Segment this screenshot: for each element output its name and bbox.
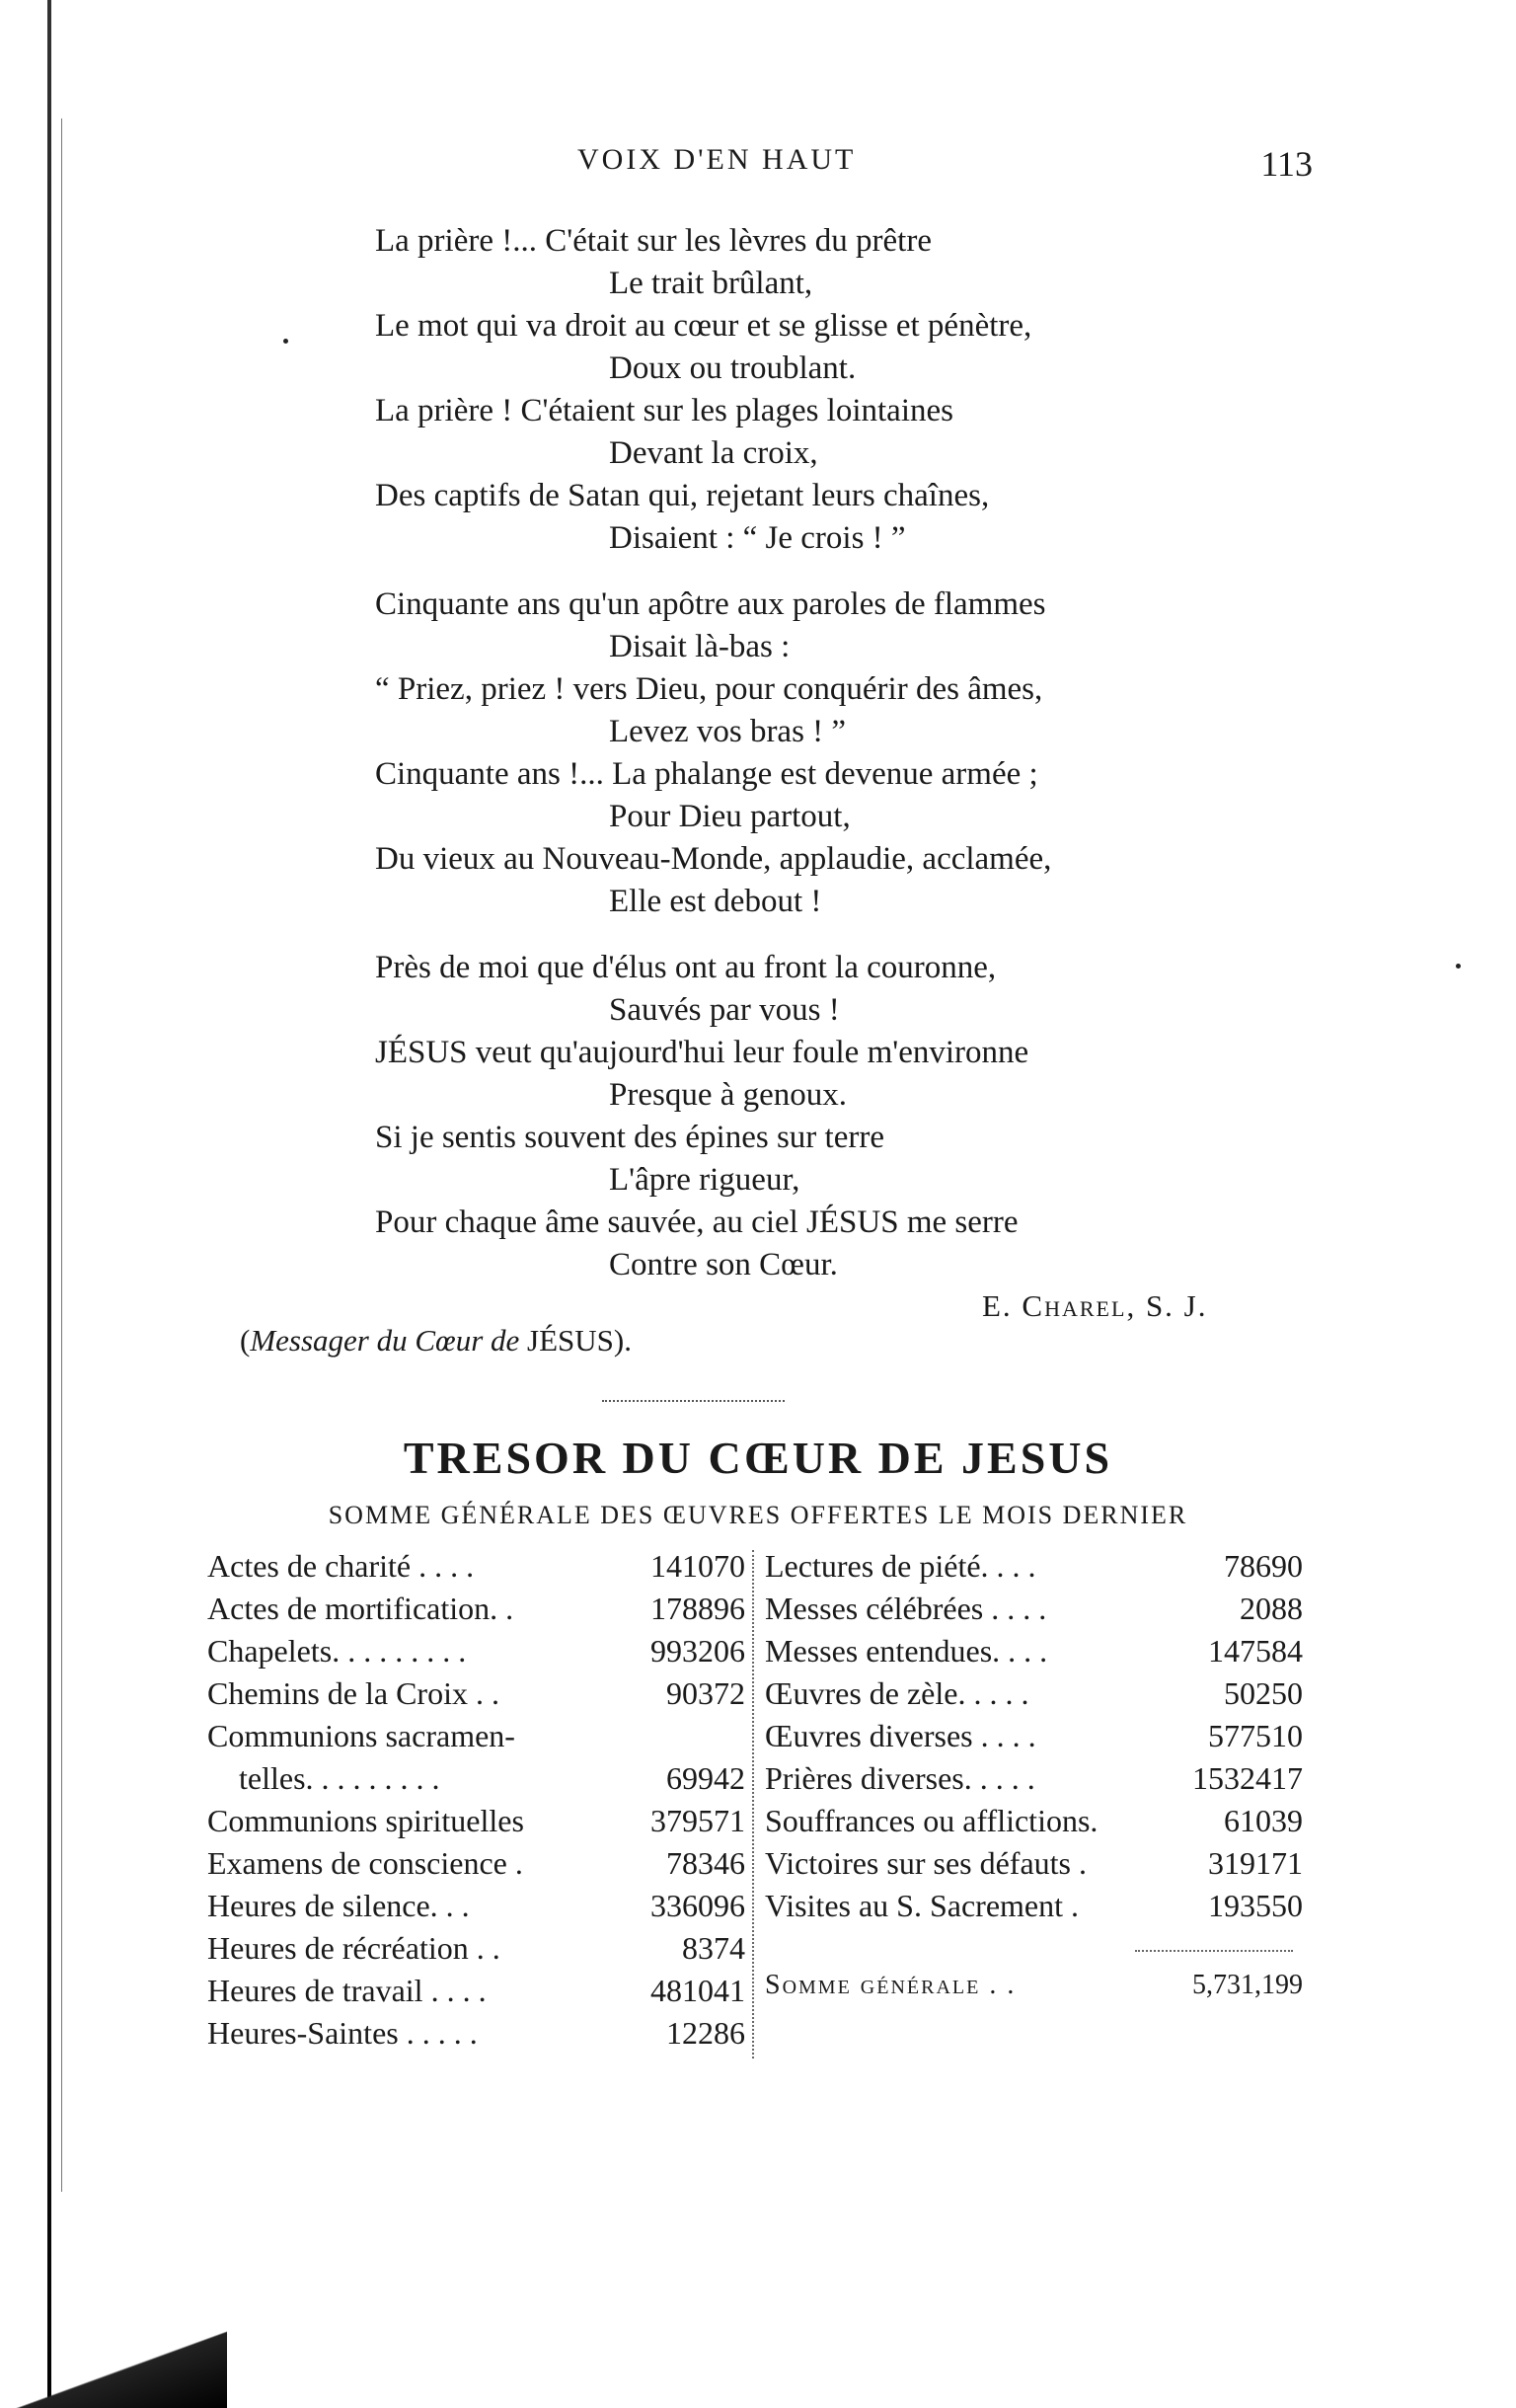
treasure-row — [207, 1800, 745, 1842]
treasure-left-column — [207, 1545, 745, 2055]
treasure-label: Messes entendues. . . . — [765, 1633, 1048, 1669]
treasure-label: Prières diverses. . . . . — [765, 1760, 1035, 1796]
column-separator — [752, 1550, 754, 2058]
treasure-label: Lectures de piété. . . . — [765, 1548, 1036, 1584]
total-value: 5,731,199 — [1192, 1970, 1303, 2000]
poem-source — [240, 1323, 632, 1359]
poem-line: JÉSUS veut qu'aujourd'hui leur foule m'environne — [375, 1035, 1029, 1070]
running-title: VOIX D'EN HAUT — [577, 143, 857, 176]
treasure-value: 481041 — [650, 1973, 745, 2008]
treasure-row — [207, 1715, 745, 1757]
poem-line: La prière ! C'étaient sur les plages lointaines — [375, 393, 953, 428]
treasure-row — [765, 1630, 1303, 1672]
poem-line: Cinquante ans !... La phalange est devenue armée ; — [375, 756, 1038, 792]
treasure-row — [765, 1885, 1303, 1927]
treasure-row — [207, 1970, 745, 2012]
treasure-label: Communions sacramen- — [207, 1718, 515, 1753]
treasure-label: Souffrances ou afflictions. — [765, 1803, 1099, 1838]
treasure-value: 319171 — [1208, 1845, 1303, 1881]
poem-line: La prière !... C'était sur les lèvres du prêtre — [375, 223, 932, 259]
treasure-label: telles. . . . . . . . . — [207, 1760, 440, 1796]
treasure-row — [207, 1545, 745, 1588]
treasure-label: Heures de silence. . . — [207, 1888, 470, 1923]
poem-line: Du vieux au Nouveau-Monde, applaudie, acclamée, — [375, 841, 1052, 877]
treasure-row — [765, 1800, 1303, 1842]
treasure-label: Actes de charité . . . . — [207, 1548, 475, 1584]
treasure-row — [765, 1757, 1303, 1800]
treasure-label: Communions spirituelles — [207, 1803, 524, 1838]
section-divider — [602, 1400, 785, 1402]
ink-speck — [283, 339, 288, 344]
treasure-value: 379571 — [650, 1803, 745, 1838]
treasure-row — [765, 1842, 1303, 1885]
treasure-value — [735, 1715, 745, 1757]
poem-line: Disait là-bas : — [609, 629, 791, 664]
treasure-value: 1532417 — [1192, 1760, 1303, 1796]
treasure-value: 577510 — [1208, 1718, 1303, 1753]
treasure-row — [765, 1672, 1303, 1715]
page-gutter-line — [61, 118, 62, 2192]
poem-line: L'âpre rigueur, — [609, 1162, 800, 1198]
source-open: ( — [240, 1323, 251, 1358]
treasure-row — [207, 1757, 745, 1800]
treasure-label: Actes de mortification. . — [207, 1591, 514, 1626]
treasure-row — [207, 1885, 745, 1927]
treasure-label: Chapelets. . . . . . . . . — [207, 1633, 467, 1669]
treasure-row — [765, 1715, 1303, 1757]
poem-line: Cinquante ans qu'un apôtre aux paroles de flammes — [375, 586, 1046, 622]
treasure-right-column — [765, 1545, 1303, 1927]
poem-line: Disaient : “ Je crois ! ” — [609, 520, 906, 556]
treasure-label: Heures de travail . . . . — [207, 1973, 487, 2008]
book-spine-edge — [47, 0, 51, 2408]
poem-line: Presque à genoux. — [609, 1077, 848, 1113]
total-row — [765, 1970, 1303, 2001]
poem-line: Devant la croix, — [609, 435, 818, 471]
treasure-value: 178896 — [650, 1591, 745, 1626]
treasure-label: Visites au S. Sacrement . — [765, 1888, 1080, 1923]
treasure-label: Heures-Saintes . . . . . — [207, 2015, 478, 2051]
page-corner-shadow — [0, 2319, 227, 2408]
treasure-label: Messes célébrées . . . . — [765, 1591, 1047, 1626]
ink-speck — [1456, 964, 1461, 969]
poem-line: Près de moi que d'élus ont au front la couronne, — [375, 950, 997, 985]
source-name: JÉSUS — [519, 1323, 614, 1358]
treasure-value: 141070 — [650, 1548, 745, 1584]
treasure-value: 69942 — [666, 1760, 745, 1796]
poem-line: Levez vos bras ! ” — [609, 714, 847, 749]
poem-line: Contre son Cœur. — [609, 1247, 838, 1282]
source-close: ). — [613, 1323, 632, 1358]
total-label: Somme générale . . — [765, 1970, 1017, 2000]
treasure-value: 147584 — [1208, 1633, 1303, 1669]
source-title: Messager du Cœur de — [250, 1323, 520, 1358]
treasure-row — [207, 1927, 745, 1970]
poem-line: Le mot qui va droit au cœur et se glisse et pénètre, — [375, 308, 1032, 344]
treasure-label: Victoires sur ses défauts . — [765, 1845, 1087, 1881]
poem-line: Des captifs de Satan qui, rejetant leurs chaînes, — [375, 478, 990, 513]
poem-stanza — [375, 947, 1224, 1286]
treasure-label: Chemins de la Croix . . — [207, 1675, 499, 1711]
poem-line: Doux ou troublant. — [609, 350, 857, 386]
poem-line: “ Priez, priez ! vers Dieu, pour conquérir des âmes, — [375, 671, 1043, 707]
poem — [375, 220, 1224, 1310]
poem-line: Sauvés par vous ! — [609, 992, 840, 1028]
treasure-row — [207, 1842, 745, 1885]
treasure-row — [207, 1672, 745, 1715]
treasure-label: Œuvres de zèle. . . . . — [765, 1675, 1029, 1711]
treasure-subtitle: SOMME GÉNÉRALE DES ŒUVRES OFFERTES LE MOIS DERNIER — [328, 1501, 1188, 1529]
treasure-label: Œuvres diverses . . . . — [765, 1718, 1036, 1753]
treasure-row — [765, 1545, 1303, 1588]
poem-stanza — [375, 583, 1224, 923]
treasure-row — [765, 1588, 1303, 1630]
treasure-title: TRESOR DU CŒUR DE JESUS — [403, 1433, 1113, 1483]
treasure-row — [207, 1630, 745, 1672]
treasure-value: 993206 — [650, 1633, 745, 1669]
treasure-value: 61039 — [1224, 1803, 1303, 1838]
poem-line: Pour chaque âme sauvée, au ciel JÉSUS me serre — [375, 1204, 1019, 1240]
treasure-value: 78690 — [1224, 1548, 1303, 1584]
treasure-value: 12286 — [666, 2015, 745, 2051]
poem-line: Le trait brûlant, — [609, 266, 813, 301]
poem-line: Pour Dieu partout, — [609, 799, 851, 834]
treasure-value: 2088 — [1240, 1591, 1303, 1626]
treasure-value: 78346 — [666, 1845, 745, 1881]
poem-line: Elle est debout ! — [609, 884, 822, 919]
treasure-value: 50250 — [1224, 1675, 1303, 1711]
treasure-value: 8374 — [682, 1930, 745, 1966]
poem-line: Si je sentis souvent des épines sur terre — [375, 1120, 884, 1155]
poem-author: E. Charel, S. J. — [982, 1288, 1208, 1323]
treasure-value: 90372 — [666, 1675, 745, 1711]
treasure-value: 193550 — [1208, 1888, 1303, 1923]
treasure-label: Examens de conscience . — [207, 1845, 523, 1881]
treasure-row — [207, 2012, 745, 2055]
page-number: 113 — [1260, 144, 1313, 184]
treasure-label: Heures de récréation . . — [207, 1930, 500, 1966]
treasure-row — [207, 1588, 745, 1630]
total-rule — [1135, 1950, 1293, 1952]
poem-stanza — [375, 220, 1224, 560]
treasure-value: 336096 — [650, 1888, 745, 1923]
